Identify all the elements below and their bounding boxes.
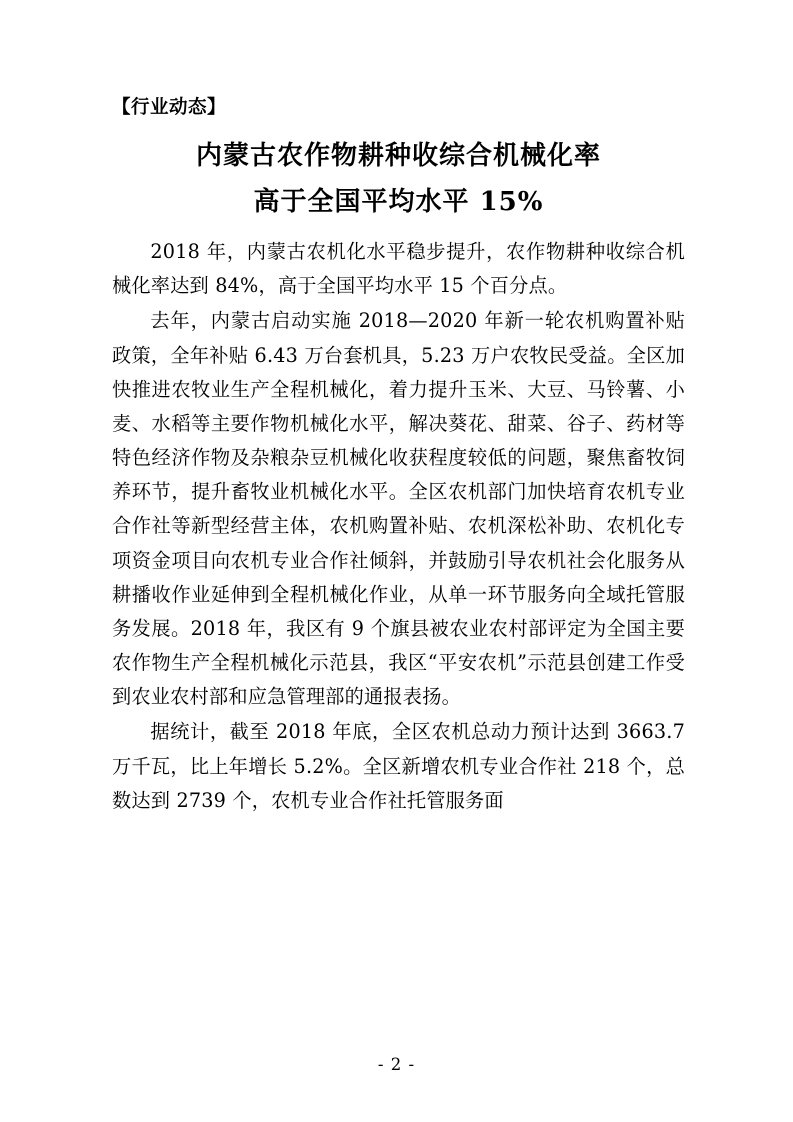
paragraph-1: 2018 年，内蒙古农机化水平稳步提升，农作物耕种收综合机械化率达到 84%，高于全国平均水平 15 个百分点。: [112, 240, 685, 298]
title-line-1: 内蒙古农作物耕种收综合机械化率: [195, 141, 601, 172]
page-title: [112, 134, 685, 225]
title-line-2: 高于全国平均水平 15%: [253, 186, 544, 217]
paragraph-3: 据统计，截至 2018 年底，全区农机总动力预计达到 3663.7 万千瓦，比上年增长 5.2%。全区新增农机专业合作社 218 个，总数达到 2739 个，农机专业合作社托管服务面: [112, 720, 685, 812]
category-label: 【行业动态】: [112, 97, 227, 118]
page-number: - 2 -: [377, 1055, 416, 1074]
paragraph-2: 去年，内蒙古启动实施 2018—2020 年新一轮农机购置补贴政策，全年补贴 6.43 万台套机具，5.23 万户农牧民受益。全区加快推进农牧业生产全程机械化，着力提升玉米、大豆、马铃薯、小麦、水稻等主要作物机械化水平，解决葵花、甜菜、谷子、药材等特色经济作物及杂粮杂豆机械化收获程度较低的问题，聚焦畜牧饲养环节，提升畜牧业机械化水平。全区农机部门加快培育农机专业合作社等新型经营主体，农机购置补贴、农机深松补助、农机化专项资金项目向农机专业合作社倾斜，并鼓励引导农机社会化服务从耕播收作业延伸到全程机械化作业，从单一环节服务向全域托管服务发展。2018 年，我区有 9 个旗县被农业农村部评定为全国主要农作物生产全程机械化示范县，我区“平安农机”示范县创建工作受到农业农村部和应急管理部的通报表扬。: [112, 309, 685, 709]
article-body: [112, 235, 685, 818]
